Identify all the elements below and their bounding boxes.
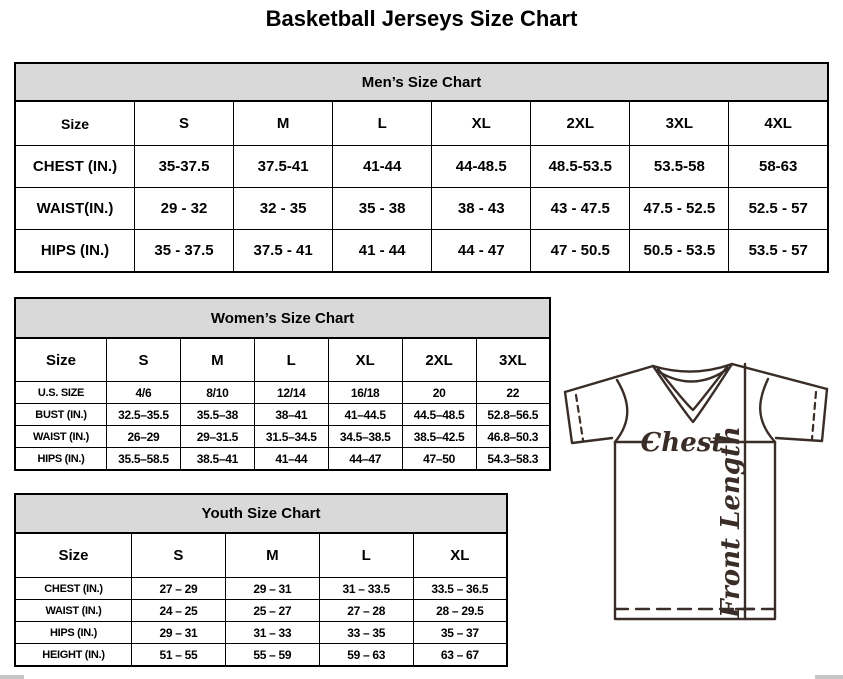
size-column-header: XL <box>432 101 531 146</box>
size-column-header: 3XL <box>476 338 550 382</box>
size-value-cell: 25 – 27 <box>225 600 319 622</box>
size-value-cell: 44.5–48.5 <box>402 404 476 426</box>
size-value-cell: 27 – 28 <box>319 600 413 622</box>
size-value-cell: 32.5–35.5 <box>107 404 181 426</box>
size-value-cell: 24 – 25 <box>132 600 226 622</box>
measurement-row <box>15 578 507 600</box>
size-column-header: L <box>319 533 413 578</box>
size-value-cell: 38.5–42.5 <box>402 426 476 448</box>
size-value-cell: 22 <box>476 382 550 404</box>
size-value-cell: 63 – 67 <box>413 644 507 667</box>
size-value-cell: 50.5 - 53.5 <box>630 230 729 273</box>
size-label-header: Size <box>15 338 107 382</box>
size-column-header: 3XL <box>630 101 729 146</box>
size-column-header: M <box>180 338 254 382</box>
mens-size-chart-section <box>14 62 829 273</box>
row-label: BUST (IN.) <box>15 404 107 426</box>
size-value-cell: 41–44 <box>254 448 328 471</box>
measurement-row <box>15 448 550 471</box>
size-value-cell: 48.5-53.5 <box>531 146 630 188</box>
size-value-cell: 35 - 38 <box>333 188 432 230</box>
size-value-cell: 44 - 47 <box>432 230 531 273</box>
size-value-cell: 47.5 - 52.5 <box>630 188 729 230</box>
size-value-cell: 35 – 37 <box>413 622 507 644</box>
size-value-cell: 44-48.5 <box>432 146 531 188</box>
size-value-cell: 35.5–58.5 <box>107 448 181 471</box>
youth-size-table <box>14 532 508 667</box>
size-column-header: 2XL <box>531 101 630 146</box>
measurement-row <box>15 426 550 448</box>
size-value-cell: 46.8–50.3 <box>476 426 550 448</box>
size-value-cell: 58-63 <box>729 146 828 188</box>
size-value-cell: 35.5–38 <box>180 404 254 426</box>
size-value-cell: 12/14 <box>254 382 328 404</box>
size-value-cell: 55 – 59 <box>225 644 319 667</box>
measurement-row <box>15 622 507 644</box>
size-value-cell: 20 <box>402 382 476 404</box>
size-value-cell: 33 – 35 <box>319 622 413 644</box>
size-value-cell: 26–29 <box>107 426 181 448</box>
size-value-cell: 59 – 63 <box>319 644 413 667</box>
size-value-cell: 35-37.5 <box>135 146 234 188</box>
jersey-measurement-diagram <box>555 352 843 632</box>
size-value-cell: 29 – 31 <box>132 622 226 644</box>
chest-measure-label: Chest <box>640 428 724 458</box>
size-value-cell: 47–50 <box>402 448 476 471</box>
size-column-header: S <box>132 533 226 578</box>
header-row <box>15 101 828 146</box>
mens-size-table <box>14 100 829 273</box>
page-title: Basketball Jerseys Size Chart <box>265 6 578 31</box>
size-value-cell: 33.5 – 36.5 <box>413 578 507 600</box>
size-column-header: L <box>333 101 432 146</box>
size-value-cell: 28 – 29.5 <box>413 600 507 622</box>
size-value-cell: 37.5-41 <box>234 146 333 188</box>
size-value-cell: 31 – 33.5 <box>319 578 413 600</box>
size-value-cell: 44–47 <box>328 448 402 471</box>
size-column-header: M <box>234 101 333 146</box>
size-value-cell: 38.5–41 <box>180 448 254 471</box>
row-label: CHEST (IN.) <box>15 146 135 188</box>
measurement-row <box>15 600 507 622</box>
row-label: HIPS (IN.) <box>15 622 132 644</box>
size-value-cell: 16/18 <box>328 382 402 404</box>
size-column-header: M <box>225 533 319 578</box>
size-value-cell: 29 - 32 <box>135 188 234 230</box>
measurement-row <box>15 644 507 667</box>
horizontal-scrollbar-fragment-right[interactable] <box>815 675 843 679</box>
row-label: WAIST (IN.) <box>15 426 107 448</box>
measurement-row <box>15 230 828 273</box>
size-value-cell: 54.3–58.3 <box>476 448 550 471</box>
size-column-header: 4XL <box>729 101 828 146</box>
row-label: HEIGHT (IN.) <box>15 644 132 667</box>
size-value-cell: 8/10 <box>180 382 254 404</box>
size-value-cell: 31 – 33 <box>225 622 319 644</box>
jersey-diagram-icon <box>555 352 843 632</box>
measurement-row <box>15 188 828 230</box>
measurement-row <box>15 146 828 188</box>
header-row <box>15 533 507 578</box>
size-label-header: Size <box>15 533 132 578</box>
size-value-cell: 38 - 43 <box>432 188 531 230</box>
size-column-header: L <box>254 338 328 382</box>
size-value-cell: 34.5–38.5 <box>328 426 402 448</box>
size-value-cell: 29–31.5 <box>180 426 254 448</box>
size-column-header: S <box>107 338 181 382</box>
measurement-row <box>15 382 550 404</box>
size-value-cell: 37.5 - 41 <box>234 230 333 273</box>
size-value-cell: 35 - 37.5 <box>135 230 234 273</box>
measurement-row <box>15 404 550 426</box>
size-value-cell: 29 – 31 <box>225 578 319 600</box>
womens-size-chart-section <box>14 297 551 471</box>
row-label: WAIST(IN.) <box>15 188 135 230</box>
womens-chart-title: Women’s Size Chart <box>14 297 551 337</box>
size-value-cell: 27 – 29 <box>132 578 226 600</box>
size-value-cell: 38–41 <box>254 404 328 426</box>
size-column-header: XL <box>413 533 507 578</box>
row-label: WAIST (IN.) <box>15 600 132 622</box>
front-length-measure-label: Front Length <box>716 426 746 618</box>
size-value-cell: 53.5-58 <box>630 146 729 188</box>
size-value-cell: 31.5–34.5 <box>254 426 328 448</box>
row-label: U.S. SIZE <box>15 382 107 404</box>
size-value-cell: 47 - 50.5 <box>531 230 630 273</box>
size-value-cell: 51 – 55 <box>132 644 226 667</box>
youth-size-chart-section <box>14 493 508 667</box>
size-value-cell: 32 - 35 <box>234 188 333 230</box>
size-value-cell: 41–44.5 <box>328 404 402 426</box>
row-label: HIPS (IN.) <box>15 448 107 471</box>
size-column-header: XL <box>328 338 402 382</box>
size-value-cell: 41-44 <box>333 146 432 188</box>
size-value-cell: 53.5 - 57 <box>729 230 828 273</box>
womens-size-table <box>14 337 551 471</box>
size-value-cell: 41 - 44 <box>333 230 432 273</box>
header-row <box>15 338 550 382</box>
size-value-cell: 52.5 - 57 <box>729 188 828 230</box>
size-value-cell: 43 - 47.5 <box>531 188 630 230</box>
horizontal-scrollbar-fragment-left[interactable] <box>0 675 24 679</box>
mens-chart-title: Men’s Size Chart <box>14 62 829 100</box>
size-value-cell: 52.8–56.5 <box>476 404 550 426</box>
size-column-header: 2XL <box>402 338 476 382</box>
size-label-header: Size <box>15 101 135 146</box>
row-label: HIPS (IN.) <box>15 230 135 273</box>
row-label: CHEST (IN.) <box>15 578 132 600</box>
size-column-header: S <box>135 101 234 146</box>
size-value-cell: 4/6 <box>107 382 181 404</box>
youth-chart-title: Youth Size Chart <box>14 493 508 532</box>
